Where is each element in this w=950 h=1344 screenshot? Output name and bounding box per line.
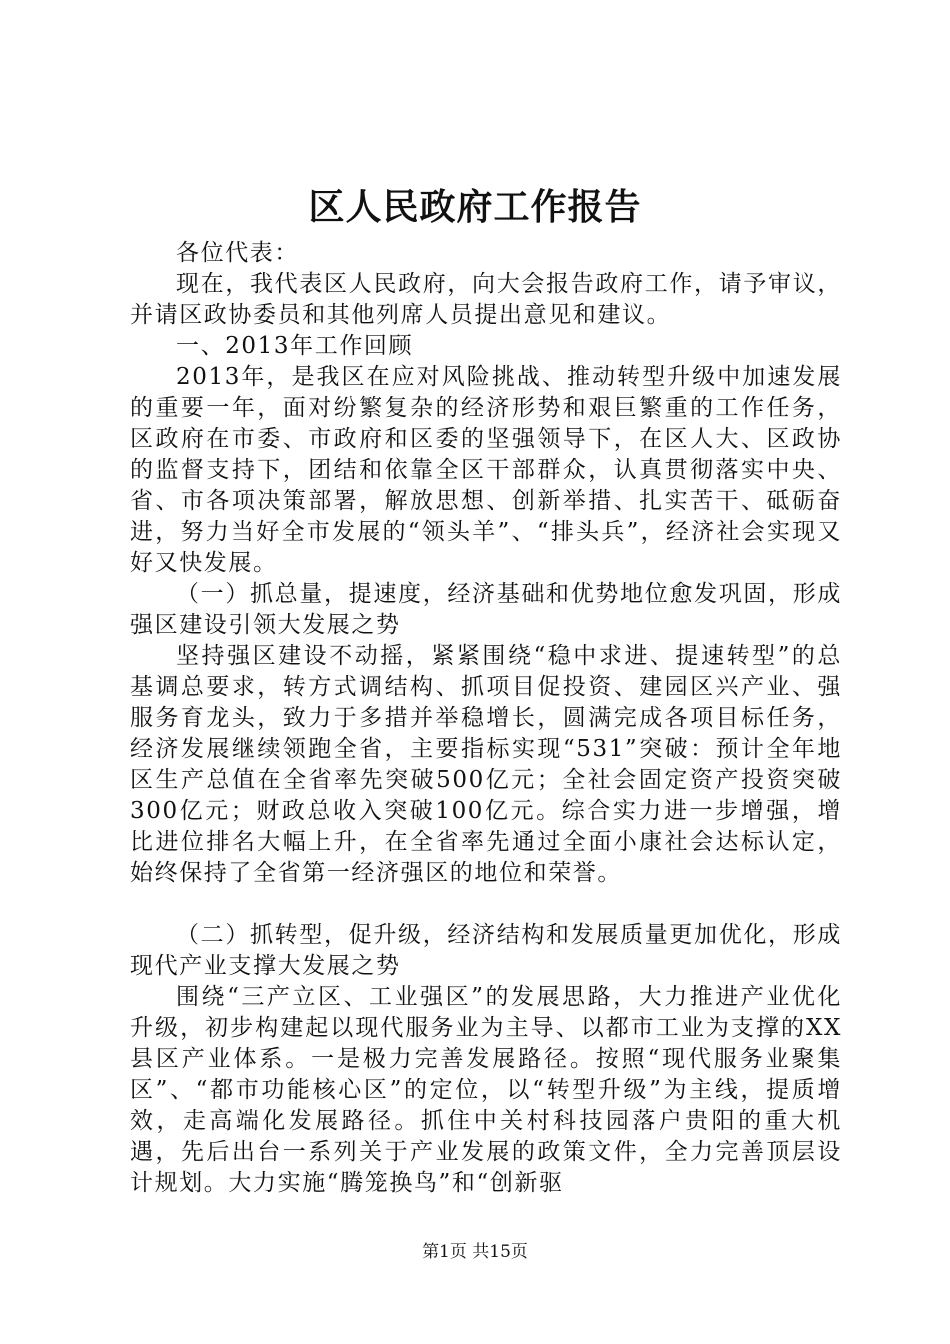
subsection-heading-1: （一）抓总量，提速度，经济基础和优势地位愈发巩固，形成强区建设引领大发展之势	[130, 581, 842, 638]
paragraph-gap	[130, 889, 842, 920]
subsection-1-paragraph: 坚持强区建设不动摇，紧紧围绕“稳中求进、提速转型”的总基调总要求，转方式调结构、抓项目促投资、建园区兴产业、强服务育龙头，致力于多措并举稳增长，圆满完成各项目标任务，经济发展继续领跑全省，主要指标实现“531”突破：预计全年地区生产总值在全省率先突破500亿元；全社会固定资产投资突破300亿元；财政总收入突破100亿元。综合实力进一步增强，增比进位排名大幅上升，在全省率先通过全面小康社会达标认定，始终保持了全省第一经济强区的地位和荣誉。	[130, 643, 842, 886]
section-heading-review: 一、2013年工作回顾	[176, 333, 414, 359]
subsection-2-paragraph: 围绕“三产立区、工业强区”的发展思路，大力推进产业优化升级，初步构建起以现代服务业为主导、以都市工业为支撑的XX县区产业体系。一是极力完善发展路径。按照“现代服务业聚集区”、“都市功能核心区”的定位，以“转型升级”为主线，提质增效，走高端化发展路径。抓住中关村科技园落户贵阳的重大机遇，先后出台一系列关于产业发展的政策文件，全力完善顶层设计规划。大力实施“腾笼换鸟”和“创新驱	[130, 984, 842, 1196]
opening-paragraph: 现在，我代表区人民政府，向大会报告政府工作，请予审议，并请区政协委员和其他列席人员提出意见和建议。	[130, 271, 842, 328]
review-paragraph: 2013年，是我区在应对风险挑战、推动转型升级中加速发展的重要一年，面对纷繁复杂的经济形势和艰巨繁重的工作任务，区政府在市委、市政府和区委的坚强领导下，在区人大、区政协的监督支持下，团结和依靠全区干部群众，认真贯彻落实中央、省、市各项决策部署，解放思想、创新举措、扎实苦干、砥砺奋进，努力当好全市发展的“领头羊”、“排头兵”，经济社会实现又好又快发展。	[130, 364, 842, 576]
salutation: 各位代表：	[176, 240, 299, 266]
subsection-heading-2: （二）抓转型，促升级，经济结构和发展质量更加优化，形成现代产业支撑大发展之势	[130, 922, 842, 979]
document-title: 区人民政府工作报告	[308, 186, 642, 228]
page-footer: 第1页 共15页	[422, 1242, 528, 1262]
document-body	[130, 238, 842, 1199]
